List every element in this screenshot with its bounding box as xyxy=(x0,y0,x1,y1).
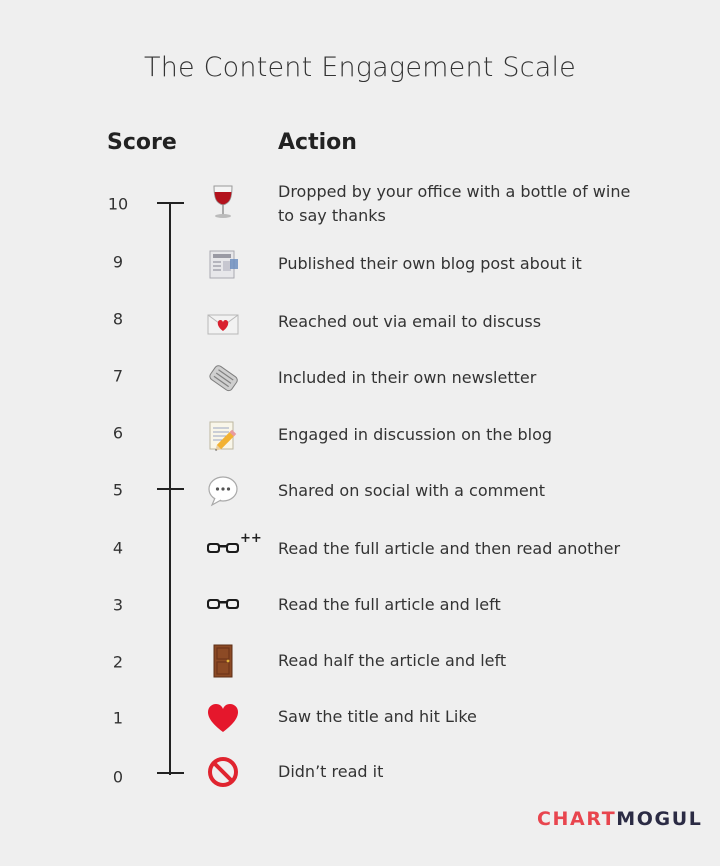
score-value: 6 xyxy=(112,423,124,443)
action-column-header: Action xyxy=(278,130,357,155)
action-text: Dropped by your office with a bottle of wine to say thanks xyxy=(278,182,631,225)
score-value: 3 xyxy=(112,595,124,615)
action-text: Read half the article and left xyxy=(278,651,507,670)
wine-glass-icon xyxy=(203,185,243,219)
chartmogul-logo xyxy=(537,808,703,830)
scale-tick-middle xyxy=(157,488,184,490)
newspaper-page-icon xyxy=(203,247,243,281)
door-icon xyxy=(203,644,243,678)
speech-bubble-icon xyxy=(203,473,243,507)
scale-tick-bottom xyxy=(157,772,184,774)
plus-badge: ++ xyxy=(240,531,262,546)
action-text: Read the full article and then read another xyxy=(278,539,621,558)
prohibited-icon xyxy=(203,755,243,789)
glasses-plus-icon xyxy=(203,531,243,565)
action-text: Engaged in discussion on the blog xyxy=(278,425,553,444)
glasses-icon xyxy=(203,587,243,621)
action-text: Shared on social with a comment xyxy=(278,481,546,500)
page-title: The Content Engagement Scale xyxy=(144,52,576,83)
love-letter-icon xyxy=(203,307,243,341)
action-text: Reached out via email to discuss xyxy=(278,312,542,331)
brand-name-part2: MOGUL xyxy=(616,808,703,830)
score-value: 5 xyxy=(112,480,124,500)
scale-tick-top xyxy=(157,202,184,204)
action-text: Published their own blog post about it xyxy=(278,254,582,273)
score-value: 8 xyxy=(112,309,124,329)
score-value: 2 xyxy=(112,652,124,672)
red-heart-icon xyxy=(203,701,243,735)
score-value: 0 xyxy=(112,767,124,787)
score-value: 7 xyxy=(112,366,124,386)
score-value: 9 xyxy=(112,252,124,272)
action-text: Included in their own newsletter xyxy=(278,368,537,387)
score-column-header: Score xyxy=(107,130,177,155)
rolled-newspaper-icon xyxy=(203,362,243,396)
action-text: Read the full article and left xyxy=(278,595,501,614)
action-text: Saw the title and hit Like xyxy=(278,707,477,726)
score-value: 4 xyxy=(112,538,124,558)
score-value: 1 xyxy=(112,708,124,728)
action-text: Didn’t read it xyxy=(278,762,384,781)
brand-name-part1: CHART xyxy=(537,808,617,830)
memo-pencil-icon xyxy=(203,418,243,452)
score-value: 10 xyxy=(107,194,129,214)
